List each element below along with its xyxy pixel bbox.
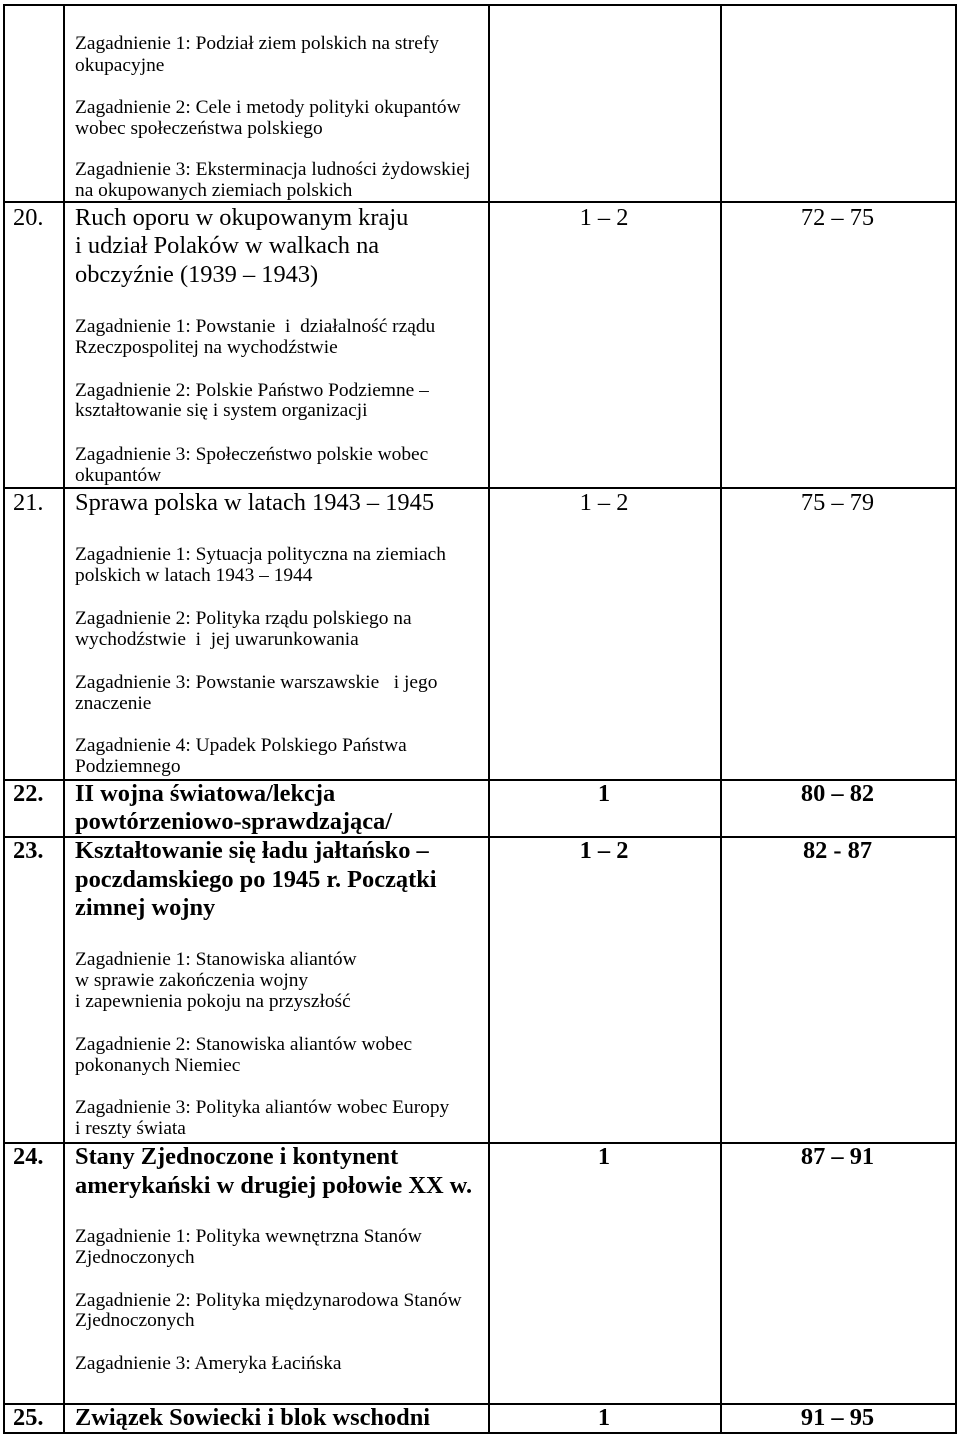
subtopic-line: Zagadnienie 1: Polityka wewnętrzna Stanów bbox=[75, 1225, 422, 1247]
hours-value: 1 bbox=[597, 1404, 611, 1431]
subtopic-line: Zagadnienie 1: Sytuacja polityczna na ziemiach bbox=[75, 543, 446, 565]
pages-value: 87 – 91 bbox=[800, 1143, 875, 1170]
topic-title-line: obczyźnie (1939 – 1943) bbox=[75, 260, 319, 288]
pages-value: 91 – 95 bbox=[800, 1404, 875, 1431]
subtopic-line: kształtowanie się i system organizacji bbox=[75, 399, 368, 421]
topic-title-line: II wojna światowa/lekcja bbox=[75, 780, 336, 807]
subtopic-line: Rzeczpospolitej na wychodźstwie bbox=[75, 336, 338, 358]
row-divider bbox=[3, 201, 957, 203]
topic-title-line: zimnej wojny bbox=[75, 893, 216, 921]
subtopic-line: i zapewnienia pokoju na przyszłość bbox=[75, 990, 351, 1012]
row-number: 20. bbox=[13, 204, 44, 231]
pages-value: 82 - 87 bbox=[802, 837, 873, 864]
row-number: 25. bbox=[13, 1404, 44, 1431]
pages-value: 80 – 82 bbox=[800, 780, 875, 807]
subtopic-line: pokonanych Niemiec bbox=[75, 1054, 241, 1076]
subtopic-line: znaczenie bbox=[75, 692, 152, 714]
hours-value: 1 bbox=[597, 780, 611, 807]
topic-title-line: i udział Polaków w walkach na bbox=[75, 232, 380, 259]
subtopic-line: Podziemnego bbox=[75, 755, 181, 777]
topic-title-line: Kształtowanie się ładu jałtańsko – bbox=[75, 837, 429, 864]
subtopic-line: Zagadnienie 3: Powstanie warszawskie i jego bbox=[75, 671, 438, 693]
subtopic-line: Zjednoczonych bbox=[75, 1309, 195, 1331]
subtopic-line: wobec społeczeństwa polskiego bbox=[75, 117, 323, 139]
subtopic-line: Zagadnienie 3: Społeczeństwo polskie wobec bbox=[75, 443, 429, 465]
subtopic-line: Zagadnienie 3: Eksterminacja ludności żydowskiej bbox=[75, 158, 471, 180]
subtopic-line: Zagadnienie 3: Polityka aliantów wobec Europy bbox=[75, 1096, 450, 1118]
table-border-right bbox=[955, 4, 957, 1434]
subtopic-line: Zagadnienie 1: Stanowiska aliantów bbox=[75, 948, 357, 970]
subtopic-line: Zagadnienie 4: Upadek Polskiego Państwa bbox=[75, 734, 407, 756]
subtopic-line: Zagadnienie 1: Powstanie i działalność rządu bbox=[75, 315, 436, 337]
topic-title-line: Stany Zjednoczone i kontynent bbox=[75, 1143, 399, 1170]
topic-title-line: Związek Sowiecki i blok wschodni bbox=[75, 1404, 431, 1431]
hours-value: 1 – 2 bbox=[579, 837, 629, 864]
subtopic-line: Zagadnienie 2: Polityka rządu polskiego na bbox=[75, 607, 412, 629]
topic-title-line: powtórzeniowo-sprawdzająca/ bbox=[75, 808, 393, 835]
row-number: 24. bbox=[13, 1143, 44, 1170]
row-number: 23. bbox=[13, 837, 44, 864]
subtopic-line: i reszty świata bbox=[75, 1117, 186, 1139]
topic-title-line: Sprawa polska w latach 1943 – 1945 bbox=[75, 488, 435, 516]
subtopic-line: wychodźstwie i jej uwarunkowania bbox=[75, 628, 359, 650]
subtopic-line: Zagadnienie 2: Polityka międzynarodowa Stanów bbox=[75, 1289, 462, 1311]
row-number: 21. bbox=[13, 488, 44, 516]
subtopic-line: polskich w latach 1943 – 1944 bbox=[75, 564, 313, 586]
subtopic-line: na okupowanych ziemiach polskich bbox=[75, 179, 353, 201]
hours-value: 1 bbox=[597, 1143, 611, 1170]
hours-value: 1 – 2 bbox=[579, 488, 629, 516]
topic-title-line: Ruch oporu w okupowanym kraju bbox=[75, 204, 409, 231]
subtopic-line: Zagadnienie 2: Cele i metody polityki okupantów bbox=[75, 96, 461, 118]
topic-title-line: amerykański w drugiej połowie XX w. bbox=[75, 1171, 473, 1199]
subtopic-line: Zagadnienie 2: Stanowiska aliantów wobec bbox=[75, 1033, 413, 1055]
subtopic-line: Zagadnienie 3: Ameryka Łacińska bbox=[75, 1352, 342, 1374]
subtopic-line: w sprawie zakończenia wojny bbox=[75, 969, 309, 991]
pages-value: 75 – 79 bbox=[800, 488, 875, 516]
subtopic-line: okupacyjne bbox=[75, 54, 165, 76]
subtopic-line: Zagadnienie 2: Polskie Państwo Podziemne – bbox=[75, 379, 429, 401]
subtopic-line: okupantów bbox=[75, 464, 162, 486]
pages-value: 72 – 75 bbox=[800, 204, 875, 231]
topic-title-line: poczdamskiego po 1945 r. Początki bbox=[75, 865, 437, 893]
column-divider bbox=[63, 4, 65, 1434]
table-border-left bbox=[3, 4, 5, 1434]
hours-value: 1 – 2 bbox=[579, 204, 629, 231]
subtopic-line: Zagadnienie 1: Podział ziem polskich na strefy bbox=[75, 32, 440, 54]
subtopic-line: Zjednoczonych bbox=[75, 1246, 195, 1268]
table-border-top bbox=[3, 4, 957, 6]
row-number: 22. bbox=[13, 780, 44, 807]
